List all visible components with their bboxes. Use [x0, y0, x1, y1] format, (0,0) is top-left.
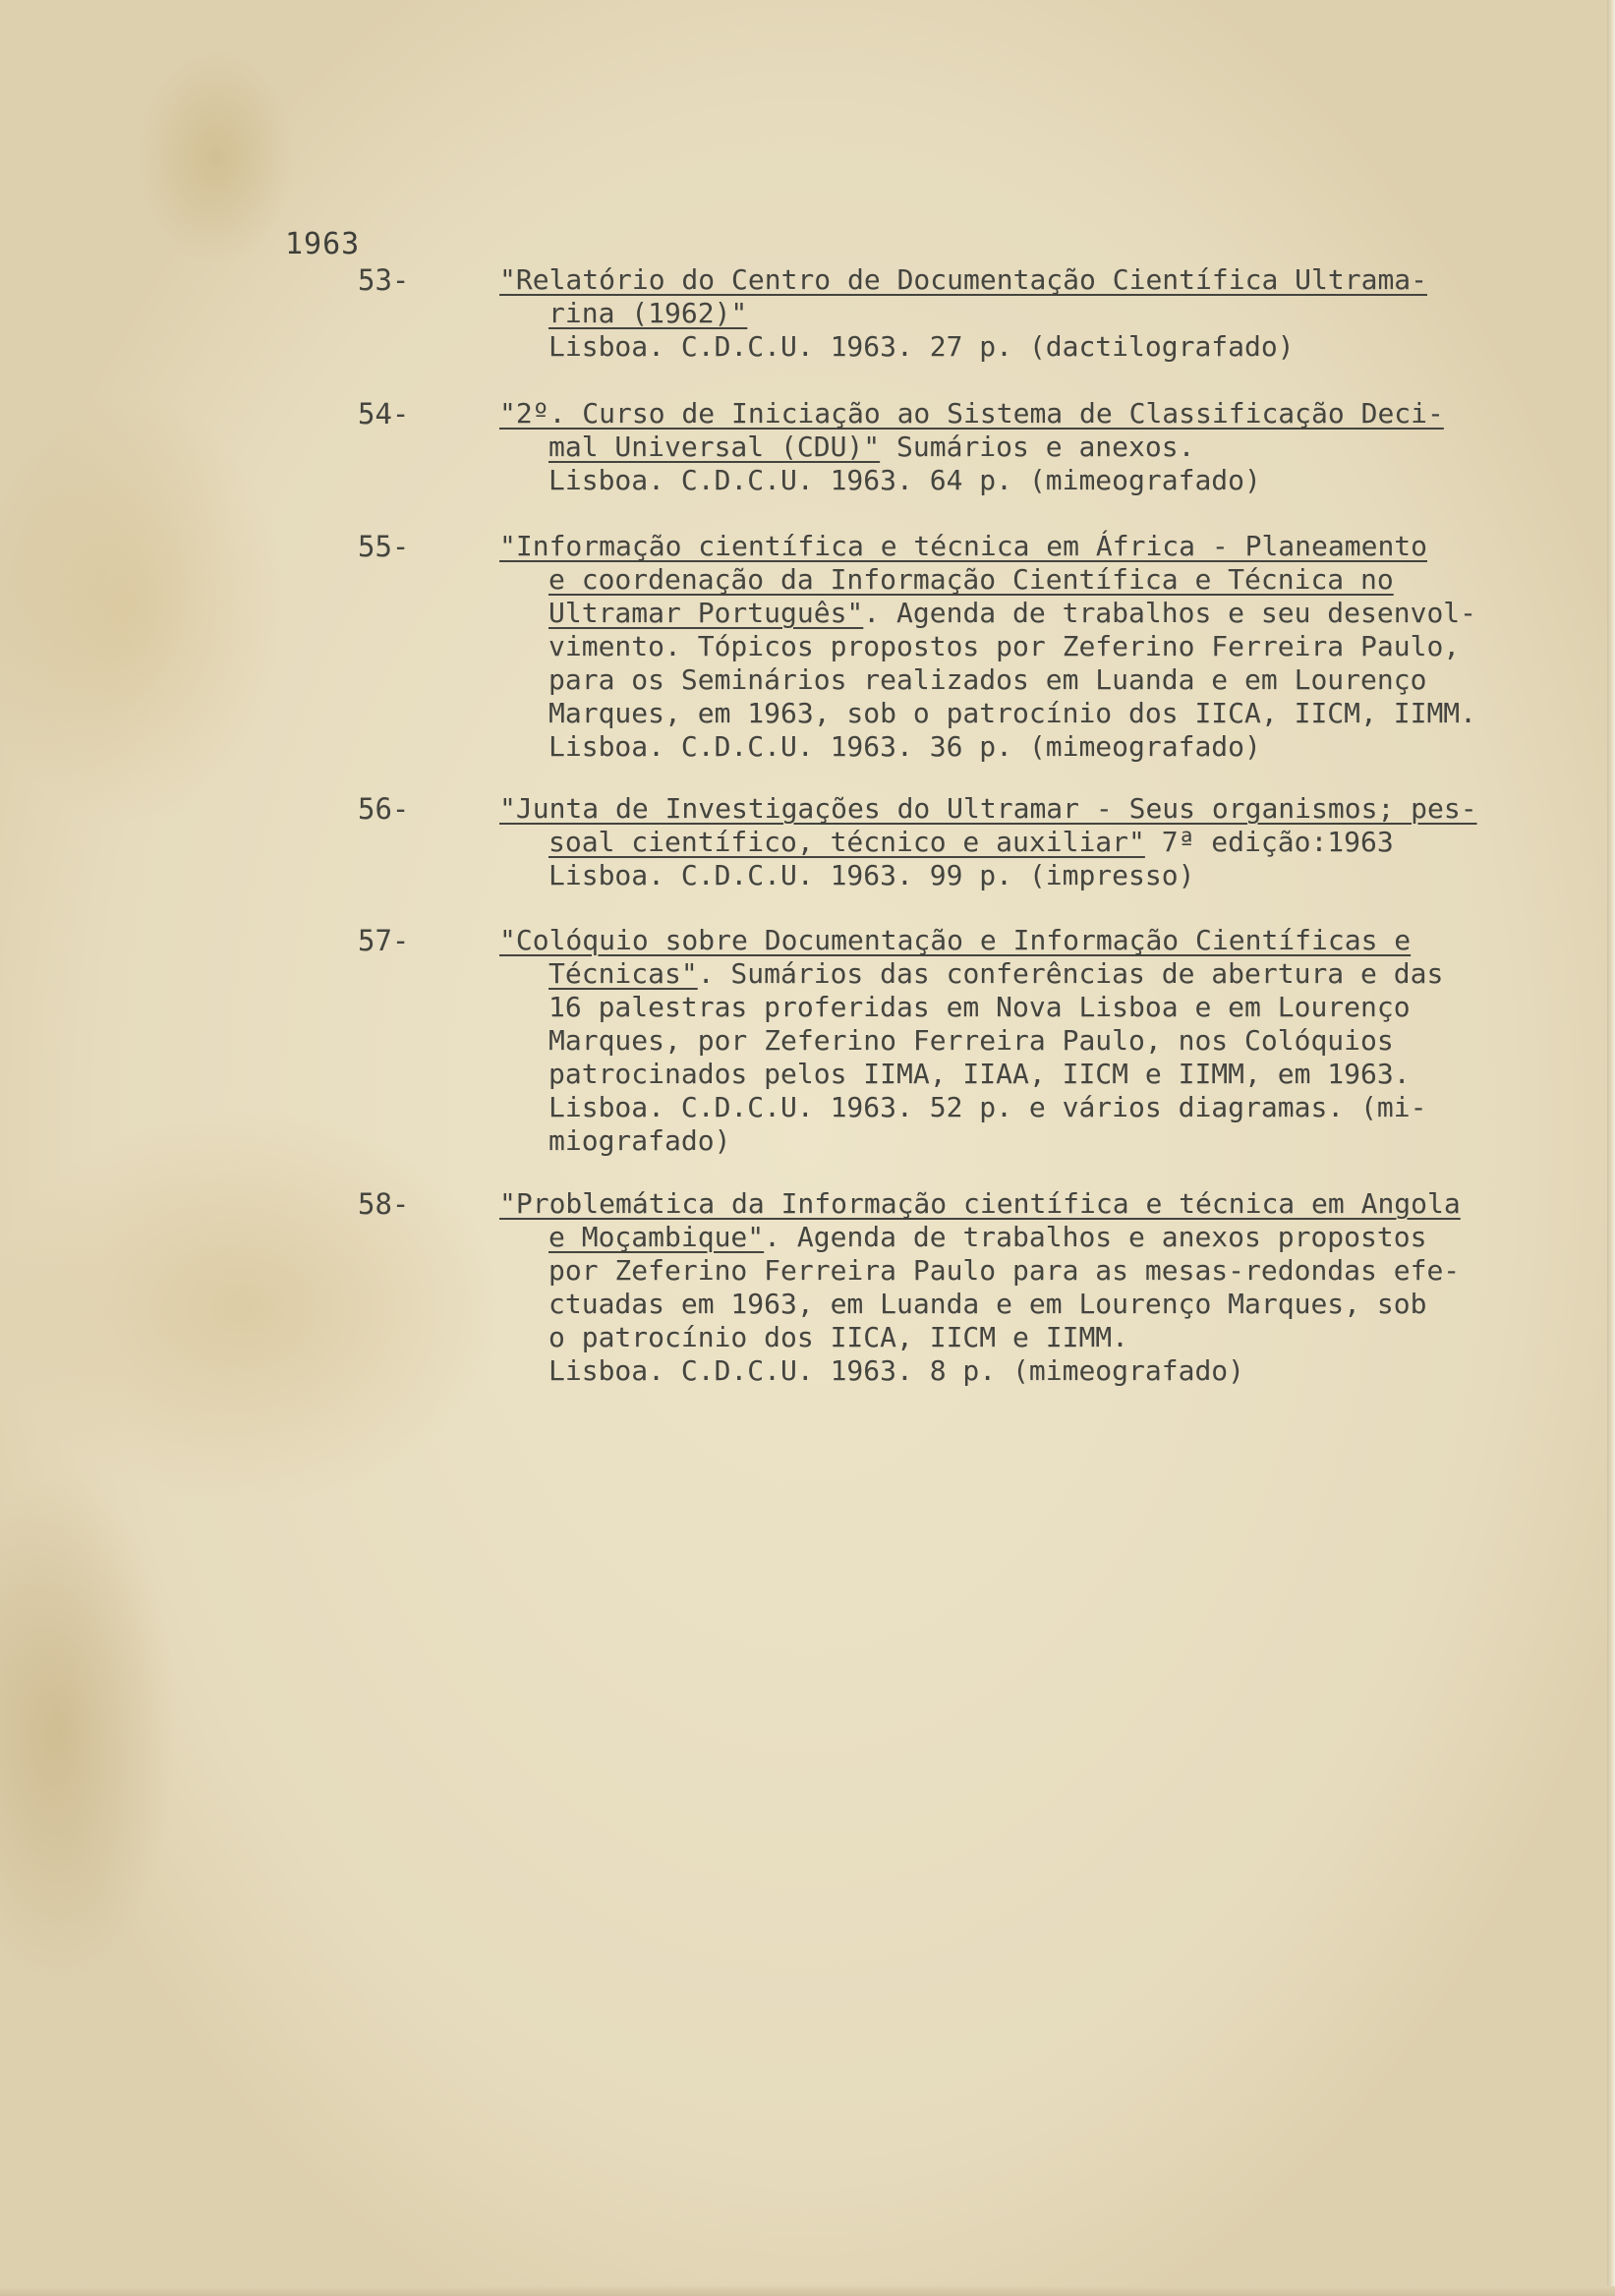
entry-line	[499, 1288, 1561, 1321]
entry-line	[499, 1058, 1561, 1091]
entry-line	[499, 464, 1561, 497]
rest-text: por Zeferino Ferreira Paulo para as mesas-redondas efe-	[548, 1254, 1461, 1287]
entry-line	[499, 330, 1561, 364]
entry-line	[499, 924, 1561, 957]
rest-text: Marques, em 1963, sob o patrocínio dos IICA, IICM, IIMM.	[548, 697, 1477, 729]
rest-text: Lisboa. C.D.C.U. 1963. 27 p. (dactilografado)	[548, 330, 1295, 363]
title-text: "Colóquio sobre Documentação e Informação Científicas e	[499, 924, 1412, 956]
rest-text: miografado)	[548, 1124, 731, 1157]
entry-line	[499, 730, 1561, 764]
entry-line	[499, 1024, 1561, 1058]
entry-line	[499, 630, 1561, 663]
rest-text: Marques, por Zeferino Ferreira Paulo, nos Colóquios	[548, 1024, 1394, 1057]
rest-text: Lisboa. C.D.C.U. 1963. 64 p. (mimeografado)	[548, 464, 1261, 496]
entry-line	[499, 991, 1561, 1024]
rest-text: Lisboa. C.D.C.U. 1963. 36 p. (mimeografado)	[548, 730, 1261, 763]
title-text: "Relatório do Centro de Documentação Científica Ultrama-	[499, 263, 1428, 296]
entry-text	[499, 924, 1561, 1158]
title-text: mal Universal (CDU)"	[548, 430, 881, 463]
entry-text	[499, 792, 1561, 892]
rest-text: . Agenda de trabalhos e anexos propostos	[764, 1221, 1427, 1253]
rest-text: 7ª edição:1963	[1144, 826, 1394, 858]
title-text: e Moçambique"	[548, 1221, 765, 1253]
rest-text: Lisboa. C.D.C.U. 1963. 99 p. (impresso)	[548, 859, 1195, 891]
entry-line	[499, 663, 1561, 697]
entry-line	[499, 563, 1561, 597]
rest-text: vimento. Tópicos propostos por Zeferino Ferreira Paulo,	[548, 630, 1461, 662]
entry-number: 57-	[358, 924, 410, 957]
entry-line	[499, 1091, 1561, 1124]
entry-text	[499, 397, 1561, 497]
entry-number: 55-	[358, 530, 410, 563]
entry-line	[499, 530, 1561, 563]
entry-line	[499, 859, 1561, 892]
title-text: e coordenação da Informação Científica e Técnica no	[548, 563, 1394, 596]
rest-text: . Agenda de trabalhos e seu desenvol-	[863, 597, 1477, 629]
title-text: "2º. Curso de Iniciação ao Sistema de Classificação Deci-	[499, 397, 1444, 430]
entry-line	[499, 597, 1561, 630]
entry-line	[499, 1187, 1561, 1221]
title-text: "Informação científica e técnica em África - Planeamento	[499, 530, 1428, 562]
title-text: "Junta de Investigações do Ultramar - Seus organismos; pes-	[499, 792, 1477, 825]
rest-text: Lisboa. C.D.C.U. 1963. 52 p. e vários diagramas. (mi-	[548, 1091, 1427, 1123]
rest-text: 16 palestras proferidas em Nova Lisboa e em Lourenço	[548, 991, 1411, 1023]
entry-line	[499, 1321, 1561, 1354]
year-heading: 1963	[285, 227, 361, 261]
entry-line	[499, 430, 1561, 464]
rest-text: . Sumários das conferências de abertura e das	[697, 957, 1444, 990]
entry-line	[499, 697, 1561, 730]
entry-line	[499, 1354, 1561, 1388]
entry-line	[499, 792, 1561, 826]
entry-line	[499, 1254, 1561, 1288]
rest-text: patrocinados pelos IIMA, IIAA, IICM e IIMM, em 1963.	[548, 1058, 1411, 1090]
entry-text	[499, 1187, 1561, 1388]
rest-text: ctuadas em 1963, em Luanda e em Lourenço Marques, sob	[548, 1288, 1427, 1320]
entry-number: 53-	[358, 263, 410, 297]
entry-line	[499, 826, 1561, 859]
entry-line	[499, 263, 1561, 297]
entry-text	[499, 263, 1561, 364]
page-edge-shadow	[1607, 0, 1615, 2296]
entry-number: 58-	[358, 1187, 410, 1221]
title-text: Ultramar Português"	[548, 597, 864, 629]
title-text: "Problemática da Informação científica e técnica em Angola	[499, 1187, 1461, 1220]
entry-number: 54-	[358, 397, 410, 430]
entry-text	[499, 530, 1561, 764]
title-text: Técnicas"	[548, 957, 698, 990]
rest-text: Sumários e anexos.	[880, 430, 1195, 463]
entry-line	[499, 297, 1561, 330]
title-text: soal científico, técnico e auxiliar"	[548, 826, 1145, 858]
entry-line	[499, 397, 1561, 430]
rest-text: Lisboa. C.D.C.U. 1963. 8 p. (mimeografado)	[548, 1354, 1245, 1387]
title-text: rina (1962)"	[548, 297, 748, 329]
rest-text: o patrocínio dos IICA, IICM e IIMM.	[548, 1321, 1129, 1353]
entry-line	[499, 957, 1561, 991]
page-bottom-edge	[0, 2286, 1615, 2296]
entry-line	[499, 1221, 1561, 1254]
entry-line	[499, 1124, 1561, 1158]
entry-number: 56-	[358, 792, 410, 826]
rest-text: para os Seminários realizados em Luanda e em Lourenço	[548, 663, 1427, 696]
